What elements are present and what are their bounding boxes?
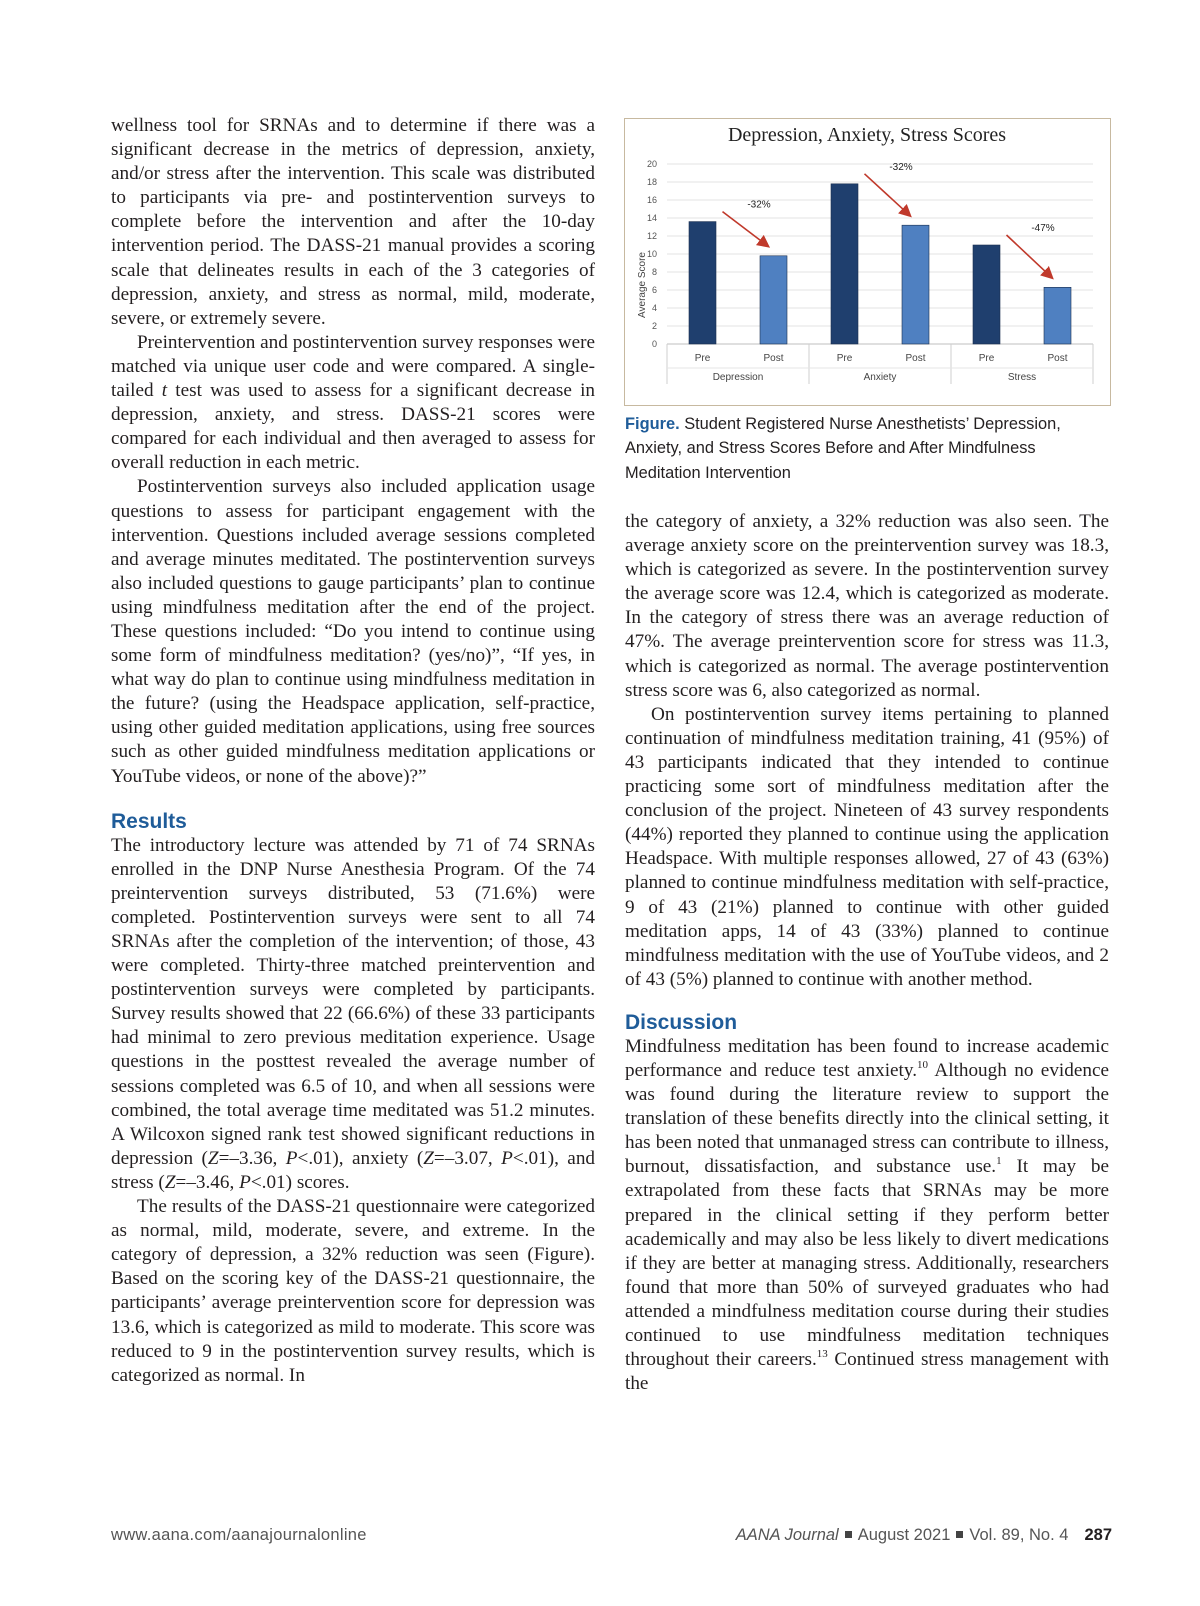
- y-tick-label: 6: [651, 285, 657, 295]
- y-tick-label: 16: [646, 195, 657, 205]
- annotation-label: -32%: [889, 161, 913, 173]
- body-paragraph: [111, 834, 595, 1195]
- volume: Vol. 89, No. 4: [969, 1526, 1069, 1544]
- y-tick-label: 12: [646, 231, 657, 241]
- text-run: =–3.36,: [218, 1147, 286, 1169]
- x-group-label: Anxiety: [863, 372, 897, 383]
- x-group-label: Depression: [712, 372, 764, 383]
- body-paragraph: [111, 331, 595, 476]
- figure-caption: [625, 412, 1115, 485]
- bar-post: [902, 225, 929, 344]
- bar-pre: [689, 222, 716, 344]
- x-category-label: Post: [763, 353, 784, 364]
- x-category-label: Pre: [978, 353, 995, 364]
- y-tick-label: 4: [651, 303, 657, 313]
- text-run: Preintervention and postintervention survey responses were matched via unique user code and were compared. A single-tailed: [111, 331, 595, 402]
- text-run: <.01), anxiety (: [297, 1147, 424, 1169]
- annotation-arrow: [1007, 235, 1052, 277]
- text-run: <.01) scores.: [250, 1171, 350, 1193]
- italic-p: P: [285, 1147, 298, 1169]
- y-tick-labels: [647, 159, 657, 349]
- text-run: =–3.07,: [433, 1147, 502, 1169]
- annotation-label: -47%: [1031, 223, 1055, 234]
- text-run: <.01), and stress (: [111, 1147, 596, 1193]
- italic-t: t: [161, 380, 168, 402]
- x-group-labels: [667, 344, 1093, 384]
- y-tick-label: 14: [646, 213, 657, 223]
- y-tick-label: 8: [651, 267, 657, 277]
- body-paragraph: wellness tool for SRNAs and to determine if there was a significant decrease in the metrics of depression, anxiety, and/or stress after the intervention. This scale was distributed to participants via pre- and postintervention surveys to complete before the intervention and after the 10-day intervention period. The DASS-21 manual provides a scoring scale that delineates results in each of the 3 categories of depression, anxiety, and stress as normal, mild, moderate, severe, or extremely severe.: [111, 115, 595, 329]
- chart-title: Depression, Anxiety, Stress Scores: [727, 124, 1007, 146]
- y-tick-label: 18: [646, 177, 657, 187]
- text-run: The introductory lecture was attended by 71 of 74 SRNAs enrolled in the DNP Nurse Anesthesia Program. Of the 74 preintervention surveys distributed, 53 (71.6%) were completed. Postintervention surveys were sent to all 74 SRNAs after the completion of the intervention; of those, 43 were completed. Thirty-three matched preintervention and postintervention surveys were completed by participants. Survey results showed that 22 (66.6%) of these 33 participants had minimal to zero previous meditation experience. Usage questions in the posttest revealed the average number of sessions completed was 6.5 of 10, and when all sessions were combined, the total average time meditated was 51.2 minutes. A Wilcoxon signed rank test showed significant reductions in depression (: [111, 834, 595, 1169]
- right-column: [625, 510, 1109, 1396]
- y-tick-label: 20: [646, 159, 657, 169]
- italic-z: Z: [207, 1147, 219, 1169]
- x-group-label: Stress: [1007, 372, 1037, 383]
- x-category-labels: [695, 353, 1068, 364]
- separator-square-icon: [845, 1531, 852, 1538]
- journal-name: AANA Journal: [735, 1526, 839, 1544]
- y-tick-label: 2: [651, 321, 657, 331]
- text-run: Continued stress management with the: [625, 1349, 1109, 1395]
- annotation-arrow: [723, 212, 768, 246]
- bar-post: [1044, 287, 1071, 344]
- body-paragraph: Postintervention surveys also included application usage questions to assess for participant engagement with the intervention. Questions included average sessions completed and average minutes meditated. The postintervention surveys also included questions to gauge participants’ plan to continue using mindfulness meditation after the end of the project. These questions included: “Do you intend to continue using some form of mindfulness meditation? (yes/no)”, “If yes, in what way do plan to continue using mindfulness meditation in the future? (using the Headspace application, self-practice, using other guided meditation applications, using free sources such as other guided mindfulness meditation applications or YouTube videos, or none of the above)?”: [111, 476, 595, 787]
- y-tick-label: 10: [646, 249, 657, 259]
- reference-superscript: 1: [996, 1154, 1002, 1167]
- reference-superscript: 13: [816, 1347, 828, 1360]
- x-category-label: Post: [1047, 353, 1068, 364]
- text-run: test was used to assess for a significant decrease in depression, anxiety, and stress. DASS-21 scores were compared for each individual and then averaged to assess for overall reduction in each metric.: [111, 380, 595, 474]
- footer-url: www.aana.com/aanajournalonline: [111, 1526, 367, 1544]
- italic-z: Z: [423, 1147, 434, 1169]
- body-paragraph: [625, 1035, 1109, 1396]
- annotation-label: -32%: [747, 199, 771, 211]
- bar-post: [760, 256, 787, 344]
- body-paragraph: The results of the DASS-21 questionnaire were categorized as normal, mild, moderate, severe, and extreme. In the category of depression, a 32% reduction was seen (Figure). Based on the scoring key of the DASS-21 questionnaire, the participants’ average preintervention score for depression was 13.6, which is categorized as mild to moderate. This score was reduced to 9 in the postintervention survey results, which is categorized as normal. In: [111, 1196, 595, 1386]
- body-paragraph: the category of anxiety, a 32% reduction was also seen. The average anxiety score on the preintervention survey was 18.3, which is categorized as severe. In the postintervention survey the average score was 12.4, which is categorized as moderate. In the category of stress there was an average reduction of 47%. The average preintervention score for stress was 11.3, which is categorized as normal. The average postintervention stress score was 6, also categorized as normal.: [625, 511, 1109, 701]
- caption-text: Student Registered Nurse Anesthetists’ Depression, Anxiety, and Stress Scores Before and After Mindfulness Meditation Intervention: [625, 415, 1061, 482]
- annotation-arrow: [865, 174, 910, 215]
- bar-chart: [625, 119, 1110, 405]
- bar-pre: [831, 184, 858, 344]
- body-paragraph: On postintervention survey items pertaining to planned continuation of mindfulness meditation training, 41 (95%) of 43 participants indicated that they intended to continue practicing some sort of mindfulness meditation after the conclusion of the project. Nineteen of 43 survey respondents (44%) reported they planned to continue using the application Headspace. With multiple responses allowed, 27 of 43 (63%) planned to continue mindfulness meditation with self-practice, 9 of 43 (21%) planned to continue with other guided meditation apps, 14 of 43 (33%) planned to continue mindfulness meditation with the use of YouTube videos, and 2 of 43 (5%) planned to continue with another method.: [625, 703, 1109, 990]
- bar-pre: [973, 245, 1000, 344]
- figure-chart: [624, 118, 1111, 406]
- italic-p: P: [501, 1147, 513, 1169]
- page-number: 287: [1084, 1526, 1112, 1544]
- italic-z: Z: [164, 1171, 176, 1193]
- text-run: It may be extrapolated from these facts that SRNAs may be more prepared in the clinical setting if they perform better academically and may also be less likely to divert medications if they are better at managing stress. Additionally, researchers found that more than 50% of surveyed graduates who had attended a mindfulness meditation course during their studies continued to use mindfulness meditation techniques throughout their careers.: [625, 1156, 1109, 1371]
- separator-square-icon: [956, 1531, 963, 1538]
- x-category-label: Pre: [694, 353, 711, 364]
- x-category-label: Pre: [836, 353, 853, 364]
- caption-label: Figure.: [625, 415, 680, 433]
- y-axis-label: Average Score: [637, 252, 648, 318]
- text-run: =–3.46,: [175, 1171, 240, 1193]
- text-run: Although no evidence was found during the literature review to support the translation of these benefits directly into the clinical setting, it has been noted that unmanaged stress can contribute to illness, burnout, dissatisfaction, and substance use.: [625, 1059, 1109, 1178]
- bars: [689, 184, 1071, 344]
- gridlines: [667, 161, 1093, 344]
- x-category-label: Post: [905, 353, 926, 364]
- reference-superscript: 10: [917, 1058, 929, 1071]
- section-heading-results: Results: [111, 809, 187, 833]
- y-tick-label: 0: [651, 339, 657, 349]
- issue-date: August 2021: [857, 1526, 951, 1544]
- section-heading-discussion: Discussion: [625, 1010, 738, 1034]
- italic-p: P: [239, 1171, 251, 1193]
- text-run: Mindfulness meditation has been found to increase academic performance and reduce test anxiety.: [625, 1035, 1109, 1081]
- left-column: [111, 114, 595, 1388]
- footer-citation: [736, 1526, 1112, 1545]
